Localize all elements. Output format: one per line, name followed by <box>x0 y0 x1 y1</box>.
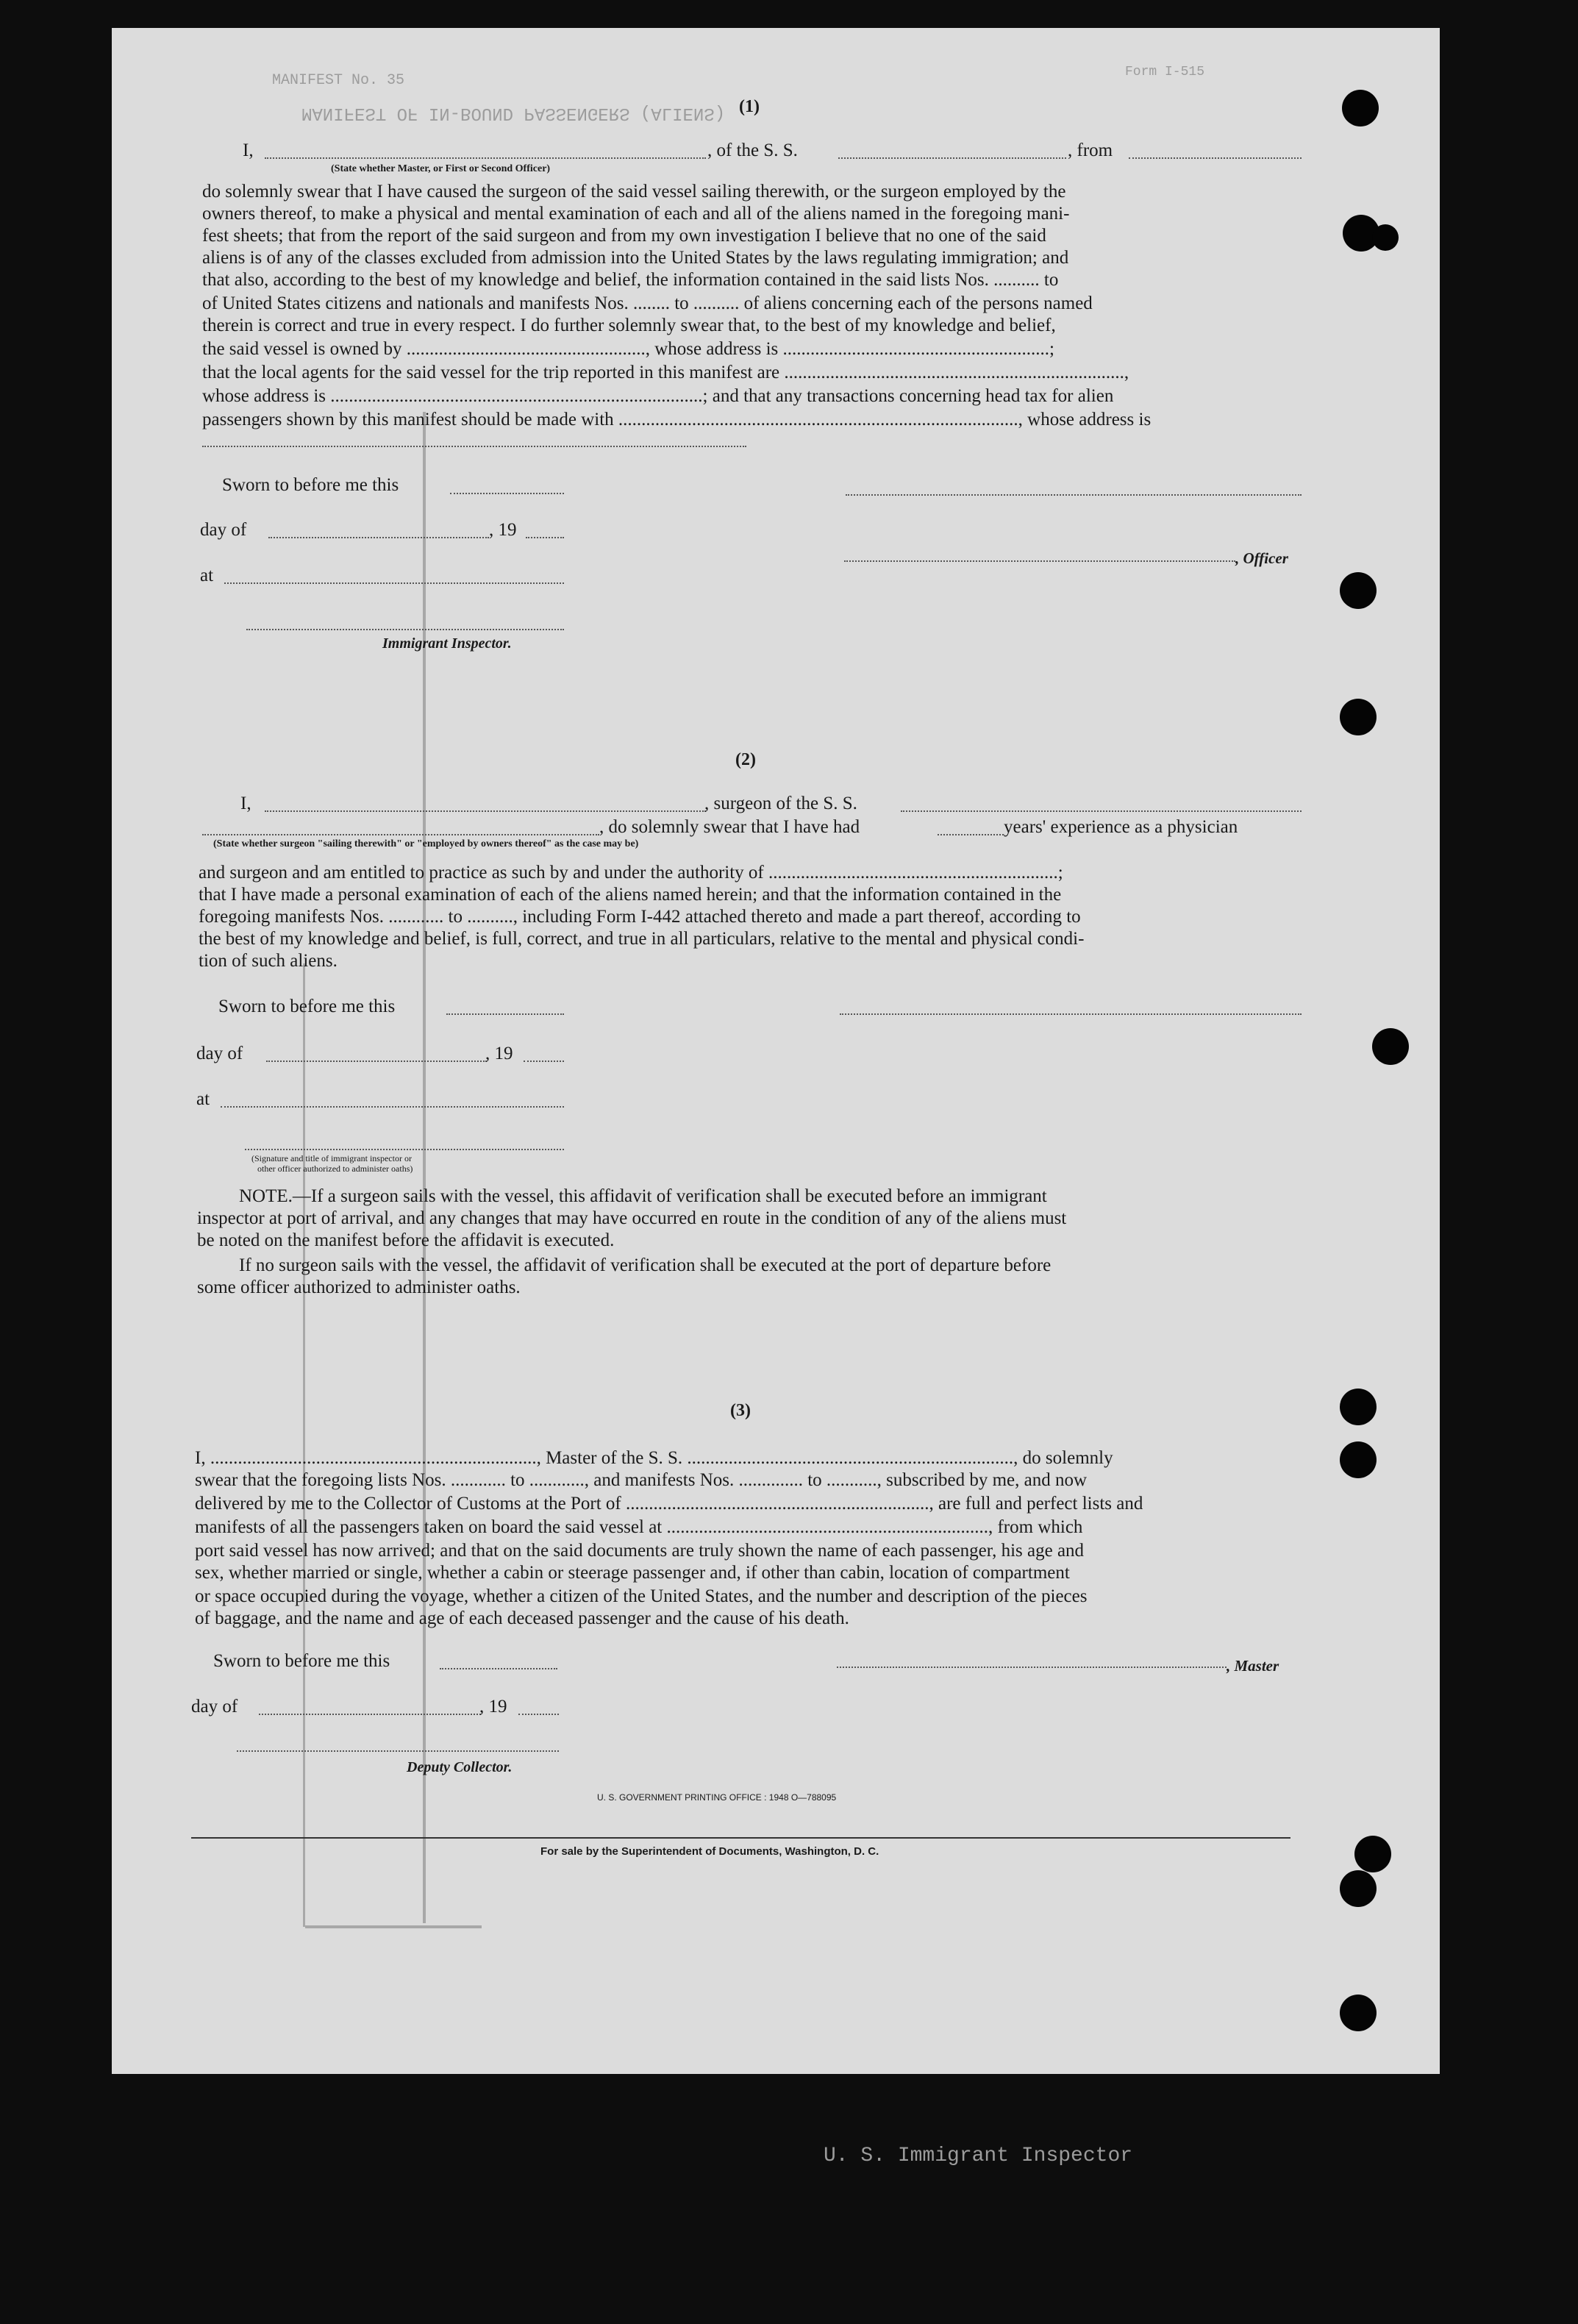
deputy-line <box>237 1750 559 1752</box>
blank-line <box>938 834 1004 835</box>
section-2-line: and surgeon and am entitled to practice as such by and under the authority of ...............................................................; <box>199 863 1063 883</box>
blank-line <box>265 810 706 812</box>
section-2-line: tion of such aliens. <box>199 951 338 971</box>
section-3-master: , Master <box>1227 1657 1279 1675</box>
blank-line <box>526 537 564 538</box>
pencil-mark <box>305 1925 482 1928</box>
section-1-line: therein is correct and true in every respect. I do further solemnly swear that, to the best of my knowledge and belief, <box>202 316 1056 335</box>
section-3-year: , 19 <box>479 1697 507 1717</box>
section-1-line: that also, according to the best of my knowledge and belief, the information contained in the said lists Nos. .......... to <box>202 270 1059 290</box>
section-2-line: that I have made a personal examination of each of the aliens named herein; and that the information contained in the <box>199 885 1062 905</box>
bleed-through-inspector: U. S. Immigrant Inspector <box>824 2145 1133 2167</box>
section-2-note: (State whether surgeon "sailing therewith" or "employed by owners thereof" as the case may be) <box>213 838 639 849</box>
footer-rule <box>191 1837 1290 1839</box>
section-1-line: passengers shown by this manifest should be made with ......................................................................................., whose address is <box>202 410 1152 429</box>
blank-line <box>265 157 706 159</box>
section-1-line: fest sheets; that from the report of the said surgeon and from my own investigation I believe that no one of the said <box>202 226 1046 246</box>
section-1-line: the said vessel is owned by ...................................................., whose address is ..........................................................; <box>202 339 1054 359</box>
officer-signature-line <box>846 494 1302 496</box>
section-3-line: manifests of all the passengers taken on board the said vessel at ......................................................................, from which <box>195 1517 1083 1537</box>
section-2-note-line: NOTE.—If a surgeon sails with the vessel, this affidavit of verification shall be executed before an immigrant <box>239 1186 1047 1206</box>
section-3-line: sex, whether married or single, whether a cabin or steerage passenger and, if other than cabin, location of compartment <box>195 1563 1070 1583</box>
section-2-note-line: some officer authorized to administer oaths. <box>197 1277 521 1297</box>
bleed-through-form: Form I-515 <box>1125 65 1205 79</box>
punch-hole <box>1342 90 1379 126</box>
section-1-line: do solemnly swear that I have caused the surgeon of the said vessel sailing therewith, or the surgeon employed by the <box>202 182 1066 202</box>
section-2-at: at <box>196 1089 210 1109</box>
section-3-number: (3) <box>730 1401 751 1420</box>
section-1-sworn: Sworn to before me this <box>222 475 399 495</box>
inspector-line <box>246 629 564 630</box>
section-2-number: (2) <box>735 750 756 769</box>
blank-line <box>1129 157 1302 159</box>
section-3-line: delivered by me to the Collector of Customs at the Port of .................................................................., are full and perfect lists and <box>195 1494 1143 1514</box>
section-2-swear: , do solemnly swear that I have had <box>599 817 860 837</box>
section-1-from: , from <box>1068 140 1113 160</box>
punch-hole <box>1372 1028 1409 1065</box>
blank-line <box>440 1668 557 1669</box>
blank-line <box>524 1061 564 1062</box>
section-2-line: foregoing manifests Nos. ............ to .........., including Form I-442 attached thereto and made a part thereof, according to <box>199 907 1081 927</box>
section-1-i: I, <box>243 140 254 160</box>
section-2-years: years' experience as a physician <box>1004 817 1238 837</box>
punch-hole <box>1340 1995 1377 2031</box>
blank-line <box>224 582 564 584</box>
section-3-line: or space occupied during the voyage, whether a citizen of the United States, and the number and description of the pieces <box>195 1586 1088 1606</box>
blank-line <box>268 537 489 538</box>
section-2-note-line: inspector at port of arrival, and any changes that may have occurred en route in the condition of any of the aliens must <box>197 1208 1067 1228</box>
section-1-officer: , Officer <box>1235 549 1288 567</box>
section-1-line: of United States citizens and nationals and manifests Nos. ........ to .......... of aliens concerning each of the persons named <box>202 293 1093 313</box>
section-2-sig-note-1: (Signature and title of immigrant inspector or <box>251 1153 412 1163</box>
blank-line <box>518 1714 559 1715</box>
section-3-line: of baggage, and the name and age of each deceased passenger and the cause of his death. <box>195 1608 849 1628</box>
blank-line <box>259 1714 481 1715</box>
section-2-surgeon-ss: , surgeon of the S. S. <box>704 794 857 813</box>
surgeon-signature-line <box>840 1013 1302 1015</box>
section-1-at: at <box>200 566 214 585</box>
section-3-deputy: Deputy Collector. <box>407 1759 513 1775</box>
section-2-i: I, <box>240 794 251 813</box>
blank-line <box>901 810 1302 812</box>
section-1-day-of: day of <box>200 520 247 540</box>
blank-line <box>202 446 746 447</box>
section-2-note-line: be noted on the manifest before the affidavit is executed. <box>197 1230 615 1250</box>
section-1-inspector: Immigrant Inspector. <box>382 635 512 652</box>
punch-hole <box>1340 699 1377 735</box>
punch-hole <box>1340 1870 1377 1907</box>
section-1-line: aliens is of any of the classes excluded from admission into the United States by the laws regulating immigration; and <box>202 248 1069 268</box>
pencil-mark <box>303 963 305 1927</box>
section-2-note-line: If no surgeon sails with the vessel, the affidavit of verification shall be executed at the port of departure before <box>239 1255 1052 1275</box>
section-2-line: the best of my knowledge and belief, is full, correct, and true in all particulars, relative to the mental and physical condi- <box>199 929 1085 949</box>
section-1-line: that the local agents for the said vessel for the trip reported in this manifest are .........................................................................., <box>202 363 1129 382</box>
section-2-day-of: day of <box>196 1044 243 1063</box>
bleed-through-title: MANIFEST OF IN-BOUND PASSENGERS (ALIENS) <box>301 103 726 123</box>
blank-line <box>266 1061 487 1062</box>
sale-notice: For sale by the Superintendent of Documents, Washington, D. C. <box>540 1845 879 1858</box>
blank-line <box>838 157 1066 159</box>
section-1-line: whose address is .................................................................................; and that any transactions concerning head tax for alien <box>202 386 1114 406</box>
section-3-line: swear that the foregoing lists Nos. ............ to ............, and manifests Nos. .............. to ..........., subscribed by me, and now <box>195 1470 1088 1490</box>
section-2-sworn: Sworn to before me this <box>218 997 396 1016</box>
section-3-line: port said vessel has now arrived; and that on the said documents are truly shown the name of each passenger, his age and <box>195 1541 1085 1561</box>
bleed-through-manifest-no: MANIFEST No. 35 <box>272 72 405 89</box>
blank-line <box>202 834 599 835</box>
section-3-day-of: day of <box>191 1697 238 1717</box>
blank-line <box>450 493 564 494</box>
section-1-number: (1) <box>739 97 760 116</box>
section-1-line: owners thereof, to make a physical and mental examination of each and all of the aliens named in the foregoing mani- <box>202 204 1070 224</box>
master-signature-line <box>837 1667 1227 1668</box>
blank-line <box>221 1106 564 1108</box>
officer-line <box>844 560 1235 562</box>
gpo-imprint: U. S. GOVERNMENT PRINTING OFFICE : 1948 O—788095 <box>597 1792 837 1803</box>
section-1-year: , 19 <box>489 520 517 540</box>
blank-line <box>446 1013 564 1015</box>
section-1-of-ss: , of the S. S. <box>707 140 798 160</box>
section-2-sig-note-2: other officer authorized to administer oaths) <box>257 1163 413 1174</box>
punch-hole <box>1372 224 1399 251</box>
section-1-note: (State whether Master, or First or Second Officer) <box>331 163 551 174</box>
section-3-line: I, ......................................................................., Master of the S. S. ......................................................................., do solemnly <box>195 1448 1113 1468</box>
section-3-sworn: Sworn to before me this <box>213 1651 390 1671</box>
punch-hole <box>1340 572 1377 609</box>
punch-hole <box>1340 1389 1377 1425</box>
punch-hole <box>1354 1836 1391 1872</box>
punch-hole <box>1340 1441 1377 1478</box>
signature-title-line <box>245 1149 564 1150</box>
section-2-year: , 19 <box>485 1044 513 1063</box>
